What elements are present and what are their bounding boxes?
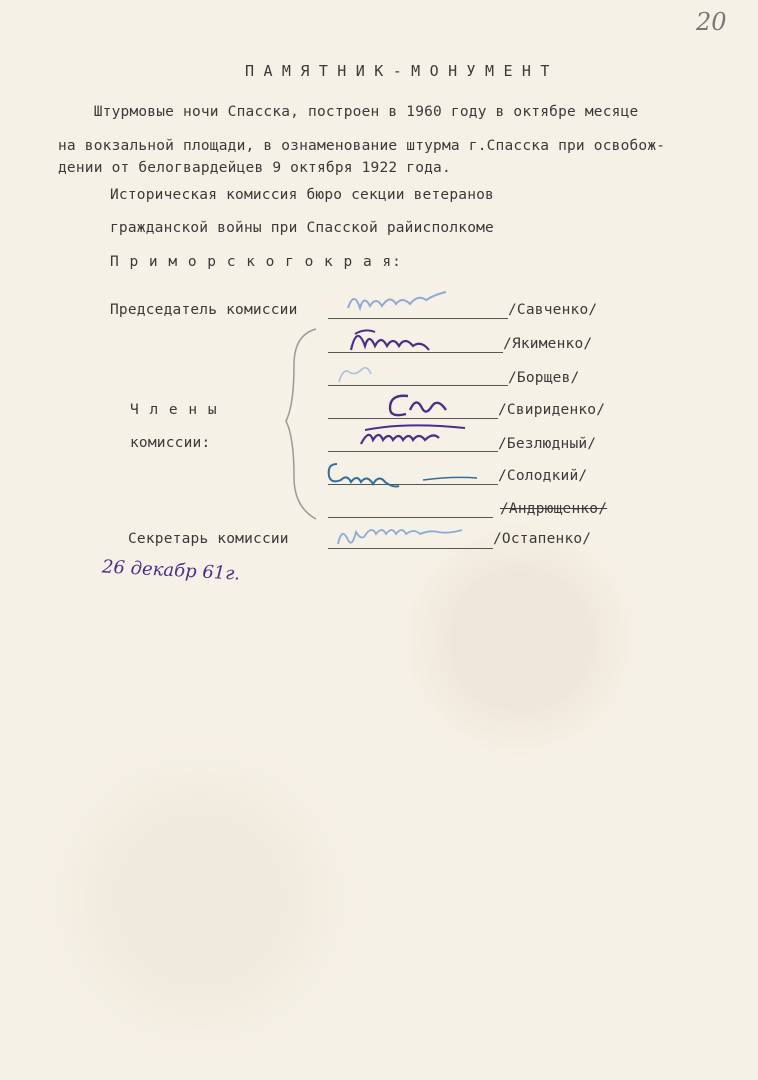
commission-line-1: Историческая комиссия бюро секции ветеранов bbox=[110, 187, 494, 203]
member-signature bbox=[345, 320, 455, 360]
secretary-signature bbox=[332, 522, 482, 552]
chairman-signature bbox=[340, 286, 470, 320]
member-signature bbox=[380, 388, 460, 422]
secretary-name: /Остапенко/ bbox=[493, 531, 592, 547]
page-number: 20 bbox=[696, 8, 727, 36]
commission-line-3: П р и м о р с к о г о к р а я: bbox=[110, 254, 402, 270]
chairman-name: /Савченко/ bbox=[508, 302, 598, 318]
member-name: /Безлюдный/ bbox=[498, 436, 597, 452]
member-signature bbox=[355, 420, 485, 452]
paragraph-line-1: Штурмовые ночи Спасска, построен в 1960 году в октябре месяце bbox=[58, 104, 639, 120]
member-name: /Свириденко/ bbox=[498, 402, 606, 418]
paragraph-line-2: на вокзальной площади, в ознаменование штурма г.Спасска при освобож- bbox=[58, 138, 666, 154]
member-signature bbox=[325, 456, 485, 488]
member-name: /Солодкий/ bbox=[498, 468, 588, 484]
document-title: П А М Я Т Н И К - М О Н У М Е Н Т bbox=[245, 62, 550, 80]
member-name: /Борщев/ bbox=[508, 370, 580, 386]
member-name: /Якименко/ bbox=[503, 336, 593, 352]
handwritten-date: 26 декабр 61г. bbox=[101, 556, 241, 585]
secretary-label: Секретарь комиссии bbox=[128, 531, 289, 547]
members-label-2: комиссии: bbox=[130, 435, 211, 451]
members-label-1: Ч л е н ы bbox=[130, 402, 218, 418]
paragraph-line-3: дении от белогвардейцев 9 октября 1922 года. bbox=[58, 160, 451, 176]
member-name-struck: /Андрющенко/ bbox=[500, 501, 608, 517]
chairman-label: Председатель комиссии bbox=[110, 302, 298, 318]
member-signature bbox=[335, 364, 395, 388]
commission-line-2: гражданской войны при Спасской райисполкоме bbox=[110, 220, 494, 236]
member-signature-line bbox=[328, 517, 493, 518]
members-brace bbox=[282, 325, 322, 525]
